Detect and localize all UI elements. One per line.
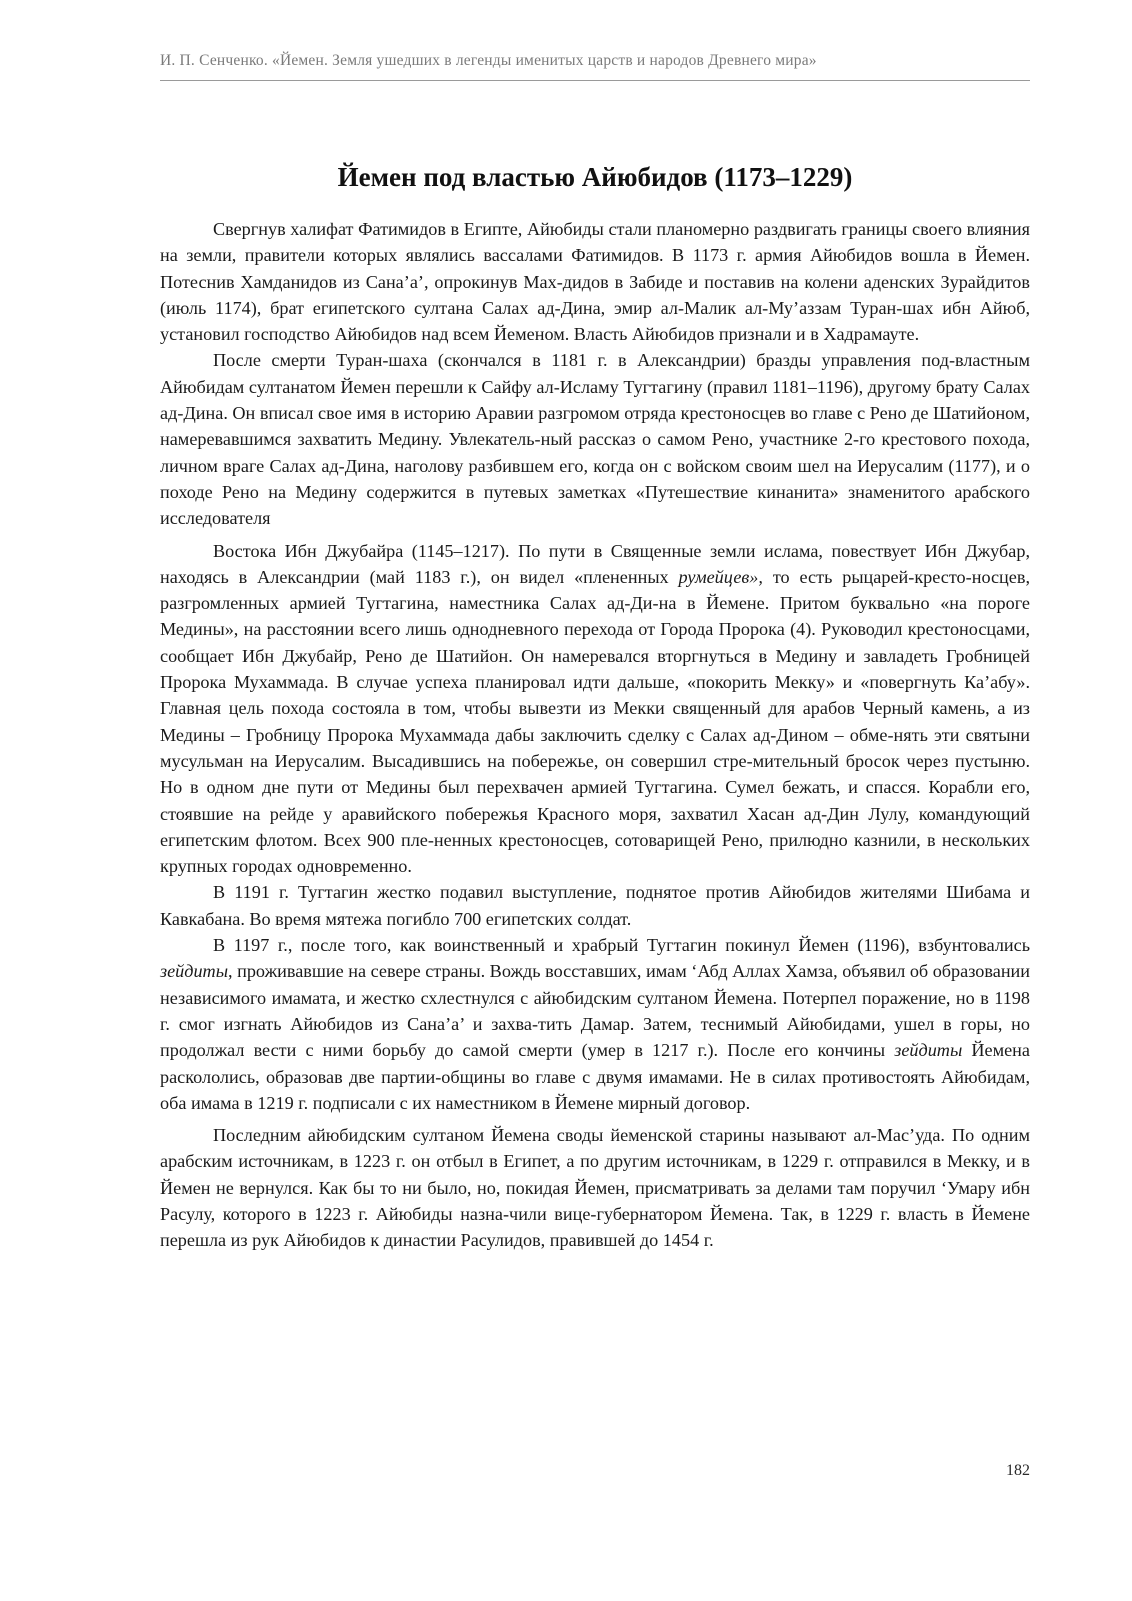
- paragraph-5: [160, 932, 1030, 1116]
- paragraph-5-text-c: Йемена раскололись, образовав две партии-общины во главе с двумя имамами. Не в силах противостоять Айюбидам, оба имама в 1219 г. подписали с их наместником в Йемене мирный договор.: [160, 1040, 1030, 1113]
- running-header: И. П. Сенченко. «Йемен. Земля ушедших в легенды именитых царств и народов Древнего мира»: [160, 52, 817, 69]
- paragraph-2: После смерти Туран-шаха (скончался в 1181 г. в Александрии) бразды управления под-властным Айюбидам султанатом Йемен перешли к Сайфу ал-Исламу Тугтагину (правил 1181–1196), другому брату Салах ад-Дина. Он вписал свое имя в историю Аравии разгромом отряда крестоносцев во главе с Рено де Шатийоном, намеревавшимся захватить Медину. Увлекатель-ный рассказ о самом Рено, участнике 2-го крестового похода, личном враге Салах ад-Дина, наголову разбившем его, когда он с войском своим шел на Иерусалим (1177), и о походе Рено на Медину содержится в путевых заметках «Путешествие кинанита» знаменитого арабского исследователя: [160, 350, 1030, 529]
- paragraph-5-italic-2: зейдиты: [894, 1040, 963, 1061]
- paragraph-5-text-a: В 1197 г., после того, как воинственный и храбрый Тугтагин покинул Йемен (1196), взбунтовались: [213, 935, 1030, 956]
- article-body: [160, 216, 1030, 1254]
- page-number: 182: [1006, 1462, 1030, 1479]
- paragraph-6: Последним айюбидским султаном Йемена своды йеменской старины называют ал-Мас’уда. По одним арабским источникам, в 1223 г. он отбыл в Египет, а по другим источникам, в 1229 г. отправился в Мекку, и в Йемен не вернулся. Как бы то ни было, но, покидая Йемен, присматривать за делами там поручил ‘Умару ибн Расулу, которого в 1223 г. Айюбиды назна-чили вице-губернатором Йемена. Так, в 1229 г. власть в Йемене перешла из рук Айюбидов к династии Расулидов, правившей до 1454 г.: [160, 1125, 1030, 1251]
- paragraph-5-text-b: , проживавшие на севере страны. Вождь восставших, имам ‘Абд Аллах Хамза, объявил об образовании независимого имамата, и жестко схлестнулся с айюбидским султаном Йемена. Потерпел поражение, но в 1198 г. смог изгнать Айюбидов из Сана’а’ и захва-тить Дамар. Затем, теснимый Айюбидами, ушел в горы, но продолжал вести с ними борьбу до самой смерти (умер в 1217 г.). После его кончины: [160, 961, 1031, 1061]
- article-title: Йемен под властью Айюбидов (1173–1229): [337, 162, 853, 192]
- paragraph-4: В 1191 г. Тугтагин жестко подавил выступление, поднятое против Айюбидов жителями Шибама и Кавкабана. Во время мятежа погибло 700 египетских солдат.: [160, 882, 1030, 929]
- paragraph-5-italic-1: зейдиты: [160, 961, 229, 982]
- paragraph-3-italic: румейцев»,: [678, 566, 763, 587]
- header-divider: [160, 80, 1030, 81]
- paragraph-1: Свергнув халифат Фатимидов в Египте, Айюбиды стали планомерно раздвигать границы своего влияния на земли, правители которых являлись вассалами Фатимидов. В 1173 г. армия Айюбидов вошла в Йемен. Потеснив Хамданидов из Сана’а’, опрокинув Мах-дидов в Забиде и поставив на колени аденских Зурайдитов (июль 1174), брат египетского султана Салах ад-Дина, эмир ал-Малик ал-Му’аззам Туран-шах ибн Айюб, установил господство Айюбидов над всем Йеменом. Власть Айюбидов признали и в Хадрамауте.: [160, 219, 1030, 345]
- paragraph-3-text-a: Востока Ибн Джубайра (1145–1217). По пути в Священные земли ислама, повествует Ибн Джубар, находясь в Александрии (май 1183 г.), он видел «плененных: [160, 540, 1030, 587]
- paragraph-3-text-b: то есть рыцарей-кресто-носцев, разгромленных армией Тугтагина, наместника Салах ад-Ди-на в Йемене. Притом буквально «на пороге Медины», на расстоянии всего лишь однодневного перехода от Города Пророка (4). Руководил крестоносцами, сообщает Ибн Джубайр, Рено де Шатийон. Он намеревался вторгнуться в Медину и завладеть Гробницей Пророка Мухаммада. В случае успеха планировал идти дальше, «покорить Мекку» и «повергнуть Ка’абу». Главная цель похода состояла в том, чтобы вывезти из Мекки священный для арабов Черный камень, а из Медины – Гробницу Пророка Мухаммада дабы заключить сделку с Салах ад-Дином – обме-нять эти святыни мусульман на Иерусалим. Высадившись на побережье, он совершил стре-мительный бросок через пустыню. Но в одном дне пути от Медины был перехвачен армией Тугтагина. Сумел бежать, и спасся. Корабли его, стоявшие на рейде у аравийского побережья Красного моря, захватил Хасан ад-Дин Лулу, командующий египетским флотом. Всех 900 пле-ненных крестоносцев, сотоварищей Рено, прилюдно казнили, в нескольких крупных городах одновременно.: [160, 566, 1030, 877]
- paragraph-3: [160, 538, 1030, 880]
